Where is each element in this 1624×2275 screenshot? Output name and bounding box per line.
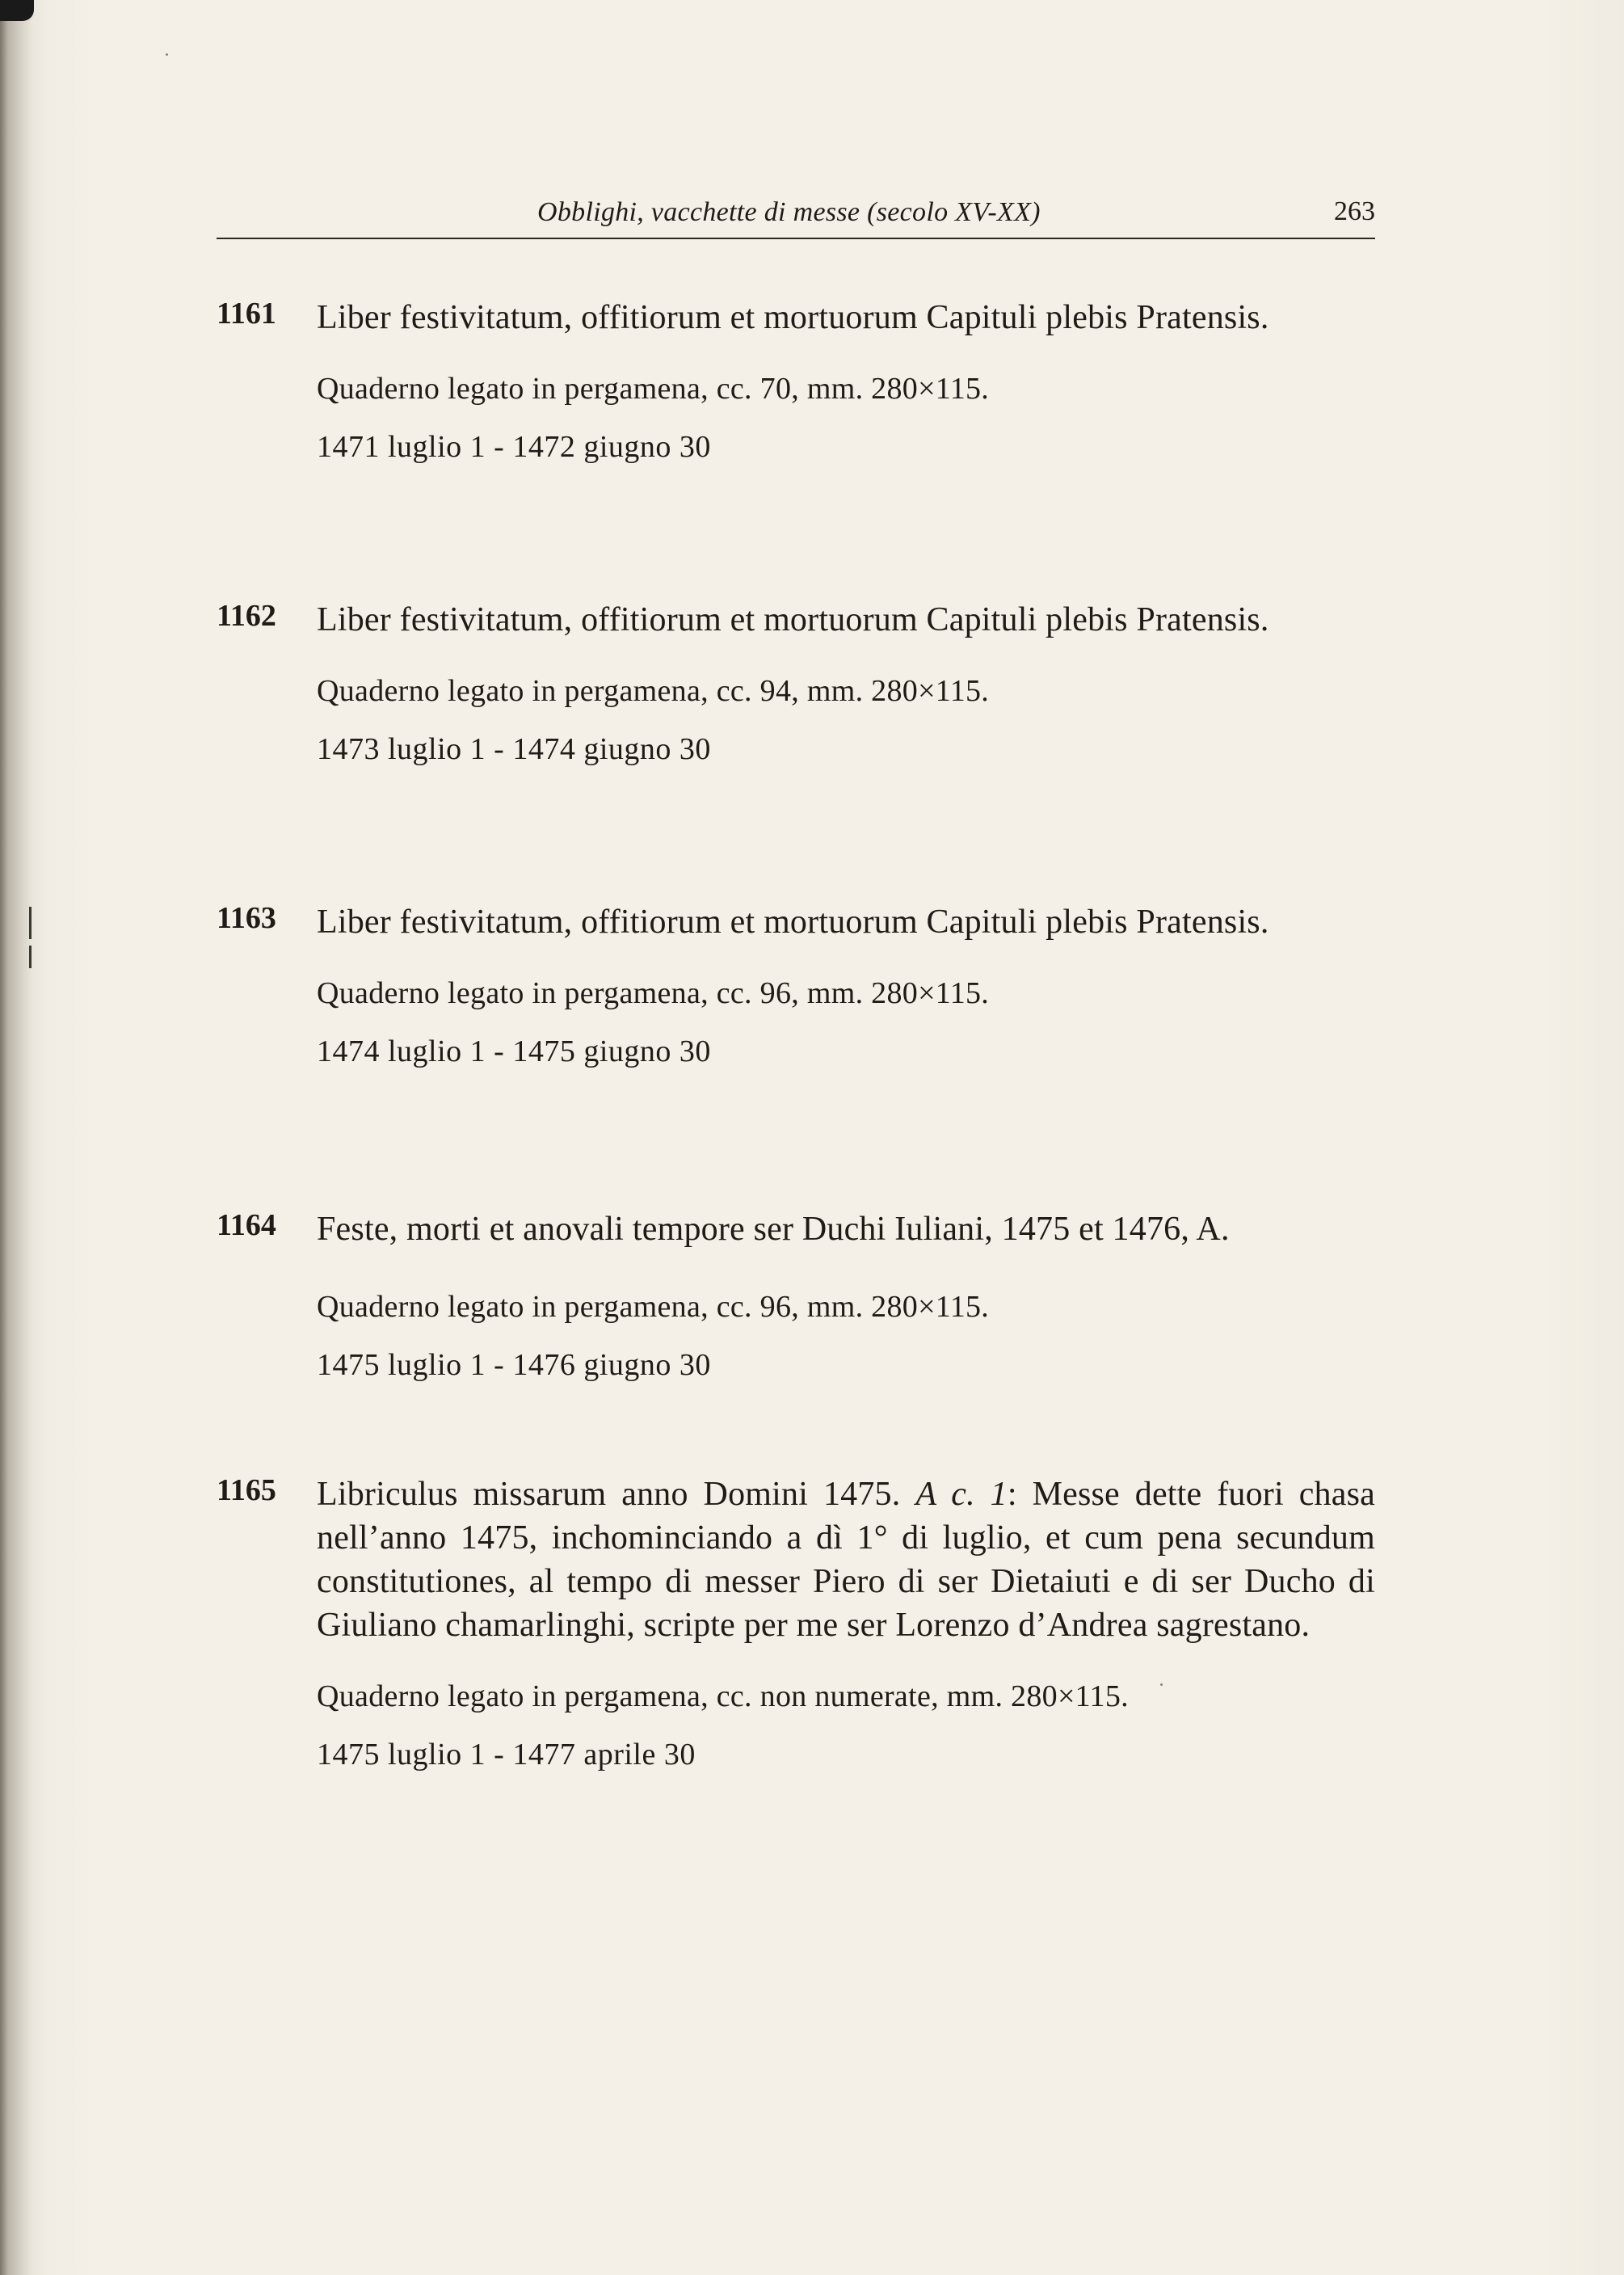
entry-number: 1165 (217, 1473, 276, 1507)
entry-title (317, 1472, 1375, 1647)
page-edge-mark (29, 907, 32, 939)
entry-title: Liber festivitatum, offitiorum et mortuorum Capituli plebis Pratensis. (317, 601, 1269, 638)
entry-description: Quaderno legato in pergamena, cc. 96, mm. 280×115. (317, 976, 990, 1010)
entry-body (317, 900, 1375, 1072)
entry-number: 1163 (217, 901, 276, 935)
entry-dates: 1474 luglio 1 - 1475 giugno 30 (317, 1034, 711, 1068)
entry-title-rest: : Messe dette fuori chasa nell’anno 1475, inchominciando a dì 1° di luglio, et cum pena secundum constitutiones, al tempo di messer Piero di ser Dietaiuti e di ser Ducho di Giuliano chamarlinghi, scripte per me ser Lorenzo d’Andrea sagrestano. (317, 1476, 1375, 1644)
entry-description: Quaderno legato in pergamena, cc. 70, mm. 280×115. (317, 372, 990, 406)
scan-corner (0, 0, 34, 21)
entry-dates: 1475 luglio 1 - 1477 aprile 30 (317, 1738, 696, 1772)
entry-title-start: Libriculus missarum anno Domini 1475. (317, 1476, 901, 1513)
entry-number: 1164 (217, 1208, 276, 1242)
entry-dates: 1475 luglio 1 - 1476 giugno 30 (317, 1348, 711, 1382)
running-title: Obblighi, vacchette di messe (secolo XV-XX) (537, 197, 1041, 227)
entry-dates: 1471 luglio 1 - 1472 giugno 30 (317, 430, 711, 464)
entry-title: Liber festivitatum, offitiorum et mortuorum Capituli plebis Pratensis. (317, 299, 1269, 336)
entry-body (317, 598, 1375, 769)
entry-title-folio: A c. 1 (915, 1476, 1008, 1513)
entry-body (317, 296, 1375, 467)
entry-number: 1162 (217, 599, 276, 633)
entry-body (317, 1207, 1375, 1385)
entry-description: Quaderno legato in pergamena, cc. 96, mm. 280×115. (317, 1290, 990, 1324)
binding-shadow (0, 0, 32, 2275)
entry-description: Quaderno legato in pergamena, cc. 94, mm. 280×115. (317, 674, 990, 708)
paper-speck (166, 53, 168, 56)
entry-dates: 1473 luglio 1 - 1474 giugno 30 (317, 732, 711, 766)
entry-description: Quaderno legato in pergamena, cc. non numerate, mm. 280×115. (317, 1679, 1129, 1713)
running-header (217, 192, 1375, 239)
entry-number: 1161 (217, 297, 276, 331)
entry-title: Liber festivitatum, offitiorum et mortuorum Capituli plebis Pratensis. (317, 904, 1269, 941)
entry-title: Feste, morti et anovali tempore ser Duchi Iuliani, 1475 et 1476, A. (317, 1211, 1230, 1248)
page-edge-mark (29, 946, 32, 968)
page-number: 263 (1334, 196, 1375, 226)
entry-body (317, 1472, 1375, 1775)
